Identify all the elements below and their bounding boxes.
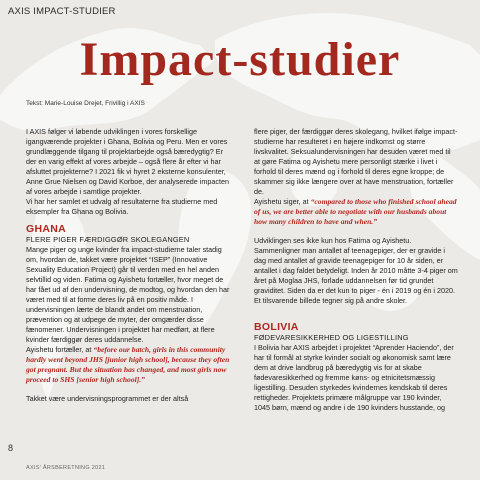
ghana-quote-paragraph xyxy=(26,345,232,385)
footer-label: AXIS' ÅRSBERETNING 2021 xyxy=(26,465,106,471)
ghana-quote: “before our batch, girls in this community hardly went beyond JHS [junior high school], because they often got pregnant. But the situation has changed, and most girls now proceed to SHS [senior high school].” xyxy=(26,345,230,384)
page-number: 8 xyxy=(8,443,14,453)
continuation-paragraph: flere piger, der færdiggør deres skolegang, hvilket ifølge impact-studierne har resulteret i en højere indkomst og større livskvalitet. Seksualundervisningen har desuden været med til at gøre Fatima og Ayishetu mere personligt stærke i livet i forhold til deres mænd og i forhold til deres egne kroppe; de skammer sig ikke længere over at have menstruation, fortæller de. xyxy=(254,127,458,196)
section-heading-ghana: GHANA xyxy=(26,223,66,235)
ghana-body-paragraph: Mange piger og unge kvinder fra impact-studierne taler stadig om, hvordan de, takket være projektet “ISEP” (Innovative Sexuality Education Project) går til verden med en hel anden selvtillid og viden. Fatima og Ayishetu fortæller, hvor meget de har fået ud af den undervisning, de modtog, og hvordan den har været med til at forme deres liv på en positiv måde. I undervisningen lærte de blandt andet om menstruation, prævention og at udpege de myter, der omgærder disse fænomener. Undervisningen i projektet har medført, at flere kvinder færdiggør deres uddannelse. xyxy=(26,245,230,344)
right-quote-intro: Ayishetu siger, at xyxy=(254,197,311,206)
ghana-tail-paragraph: Takket være undervisningsprogrammet er der altså xyxy=(26,394,189,403)
intro-paragraph: I AXIS følger vi løbende udviklingen i vores forskellige igangværende projekter i Ghana, Bolivia og Peru. Men er vores grundlæggende tilgang til projektarbejde også bæredygtig? Er der en varig effekt af vores arbejde – også flere år efter vi har afsluttet projekterne? I 2021 fik vi hyret 2 eksterne konsulenter, Anne Grue Nielsen og David Korboe, der analyserede impacten af vores arbejde i samtlige projekter. xyxy=(26,127,229,196)
left-column xyxy=(26,127,232,404)
ghana-quote-intro: Ayishetu fortæller, at xyxy=(26,345,94,354)
section-subheading-bolivia: FØDEVARESIKKERHED OG LIGESTILLING xyxy=(254,333,409,342)
right-column xyxy=(254,127,458,413)
section-subheading-ghana: FLERE PIGER FÆRDIGGØR SKOLEGANGEN xyxy=(26,235,190,244)
section-heading-bolivia: BOLIVIA xyxy=(254,321,299,333)
statistics-paragraph: Udviklingen ses ikke kun hos Fatima og Ayishetu. Sammenligner man antallet af teenagepiger, der er gravide i dag med antallet af gravide teenagepiger for 10 år siden, er antallet i dag faldet betydeligt. Inden år 2010 måtte 3-4 piger om året på Moglaa JHS, forlade uddannelsen før tid grundet graviditet. Siden da er det kun to piger - én i 2019 og én i 2020. Et tilsvarende billede tegner sig på andre skoler. xyxy=(254,236,458,305)
article-byline: Tekst: Marie-Louise Drejet, Frivillig i AXIS xyxy=(26,100,145,107)
bolivia-body-paragraph: I Bolivia har AXIS arbejdet i projektet “Aprender Haciendo”, der har til formål at styrke kvinder socialt og økonomisk samt lære dem at drive landbrug på bæredygtig vis for at skabe fødevaresikkerhed og fremme køns- og etnicitetsmæssig ligestilling. Desuden styrkedes kvindernes kendskab til deres rettigheder. Projektets primære målgruppe var 190 kvinder, 1045 børn, mænd og andre i de 190 kvinders husstande, og xyxy=(254,343,454,412)
section-header-label: AXIS IMPACT-STUDIER xyxy=(8,6,116,17)
page-title: Impact-studier xyxy=(79,33,401,86)
right-quote: “compared to those who finished school ahead of us, we are better able to negotiate with our husbands about how many children to have and when.” xyxy=(254,197,457,226)
intro-paragraph-2: Vi har her samlet et udvalg af resultaterne fra studierne med eksempler fra Ghana og Bolivia. xyxy=(26,197,218,216)
right-quote-paragraph xyxy=(254,197,458,227)
